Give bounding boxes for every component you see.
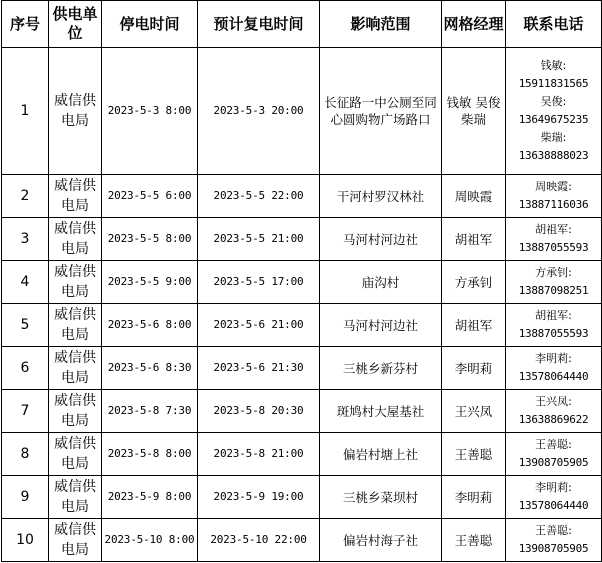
contact-phone: 13908705905 — [518, 542, 589, 555]
cell-scope: 长征路一中公厕至同心圆购物广场路口 — [320, 48, 442, 175]
cell-scope: 三桃乡菜坝村 — [320, 476, 442, 519]
cell-end-time: 2023-5-3 20:00 — [198, 48, 320, 175]
cell-contact — [506, 218, 602, 261]
cell-contact — [506, 347, 602, 390]
table-row — [2, 261, 602, 304]
cell-scope: 偏岩村塘上社 — [320, 433, 442, 476]
cell-scope: 偏岩村海子社 — [320, 519, 442, 562]
cell-start-time: 2023-5-8 8:00 — [102, 433, 198, 476]
cell-contact — [506, 175, 602, 218]
contact-phone: 13887098251 — [518, 284, 589, 297]
cell-manager: 钱敏 吴俊 柴瑞 — [442, 48, 506, 175]
cell-contact — [506, 304, 602, 347]
cell-start-time: 2023-5-9 8:00 — [102, 476, 198, 519]
contact-name: 王善聪: — [535, 524, 572, 537]
contact-phone: 13887055593 — [518, 327, 589, 340]
table-row — [2, 390, 602, 433]
cell-contact — [506, 519, 602, 562]
cell-contact — [506, 48, 602, 175]
cell-manager: 胡祖军 — [442, 218, 506, 261]
contact-phone: 13887116036 — [518, 198, 589, 211]
cell-index: 5 — [2, 304, 49, 347]
cell-end-time: 2023-5-6 21:00 — [198, 304, 320, 347]
table-row — [2, 476, 602, 519]
header-contact: 联系电话 — [506, 1, 602, 48]
contact-phone: 13649675235 — [518, 113, 589, 126]
contact-name: 方承钊: — [535, 266, 572, 279]
cell-contact — [506, 390, 602, 433]
contact-name: 李明莉: — [535, 481, 572, 494]
table-row — [2, 48, 602, 175]
contact-phone: 13578064440 — [518, 370, 589, 383]
cell-unit: 威信供电局 — [49, 390, 102, 433]
cell-unit: 威信供电局 — [49, 261, 102, 304]
contact-name: 柴瑞: — [540, 131, 567, 144]
cell-end-time: 2023-5-5 22:00 — [198, 175, 320, 218]
header-row — [2, 1, 602, 48]
header-scope: 影响范围 — [320, 1, 442, 48]
cell-manager: 李明莉 — [442, 347, 506, 390]
cell-index: 6 — [2, 347, 49, 390]
cell-index: 9 — [2, 476, 49, 519]
cell-scope: 马河村河边社 — [320, 218, 442, 261]
table-row — [2, 304, 602, 347]
contact-name: 王兴凤: — [535, 395, 572, 408]
contact-phone: 13638869622 — [518, 413, 589, 426]
cell-end-time: 2023-5-6 21:30 — [198, 347, 320, 390]
cell-scope: 斑鸠村大屋基社 — [320, 390, 442, 433]
header-unit: 供电单位 — [49, 1, 102, 48]
cell-index: 7 — [2, 390, 49, 433]
cell-scope: 干河村罗汉林社 — [320, 175, 442, 218]
contact-phone: 15911831565 — [518, 77, 589, 90]
cell-start-time: 2023-5-5 8:00 — [102, 218, 198, 261]
cell-index: 4 — [2, 261, 49, 304]
contact-name: 钱敏: — [540, 59, 567, 72]
contact-name: 吴俊: — [540, 95, 567, 108]
cell-end-time: 2023-5-8 20:30 — [198, 390, 320, 433]
cell-contact — [506, 476, 602, 519]
cell-manager: 方承钊 — [442, 261, 506, 304]
cell-manager: 王善聪 — [442, 433, 506, 476]
contact-phone: 13578064440 — [518, 499, 589, 512]
cell-scope: 马河村河边社 — [320, 304, 442, 347]
cell-start-time: 2023-5-6 8:30 — [102, 347, 198, 390]
cell-end-time: 2023-5-9 19:00 — [198, 476, 320, 519]
table-row — [2, 218, 602, 261]
cell-start-time: 2023-5-10 8:00 — [102, 519, 198, 562]
cell-scope: 庙沟村 — [320, 261, 442, 304]
cell-scope: 三桃乡新芬村 — [320, 347, 442, 390]
cell-contact — [506, 261, 602, 304]
cell-contact — [506, 433, 602, 476]
cell-unit: 威信供电局 — [49, 304, 102, 347]
cell-manager: 周映霞 — [442, 175, 506, 218]
header-end: 预计复电时间 — [198, 1, 320, 48]
cell-index: 2 — [2, 175, 49, 218]
cell-end-time: 2023-5-10 22:00 — [198, 519, 320, 562]
table-row — [2, 175, 602, 218]
cell-unit: 威信供电局 — [49, 476, 102, 519]
cell-manager: 李明莉 — [442, 476, 506, 519]
contact-phone: 13908705905 — [518, 456, 589, 469]
cell-unit: 威信供电局 — [49, 347, 102, 390]
contact-phone: 13638888023 — [518, 149, 589, 162]
contact-name: 胡祖军: — [535, 223, 572, 236]
contact-name: 李明莉: — [535, 352, 572, 365]
header-index: 序号 — [2, 1, 49, 48]
cell-index: 10 — [2, 519, 49, 562]
cell-unit: 威信供电局 — [49, 48, 102, 175]
table-row — [2, 347, 602, 390]
cell-start-time: 2023-5-5 6:00 — [102, 175, 198, 218]
header-start: 停电时间 — [102, 1, 198, 48]
cell-index: 3 — [2, 218, 49, 261]
contact-name: 胡祖军: — [535, 309, 572, 322]
cell-manager: 胡祖军 — [442, 304, 506, 347]
contact-name: 王善聪: — [535, 438, 572, 451]
cell-start-time: 2023-5-8 7:30 — [102, 390, 198, 433]
table-row — [2, 519, 602, 562]
table-body — [2, 48, 602, 562]
cell-unit: 威信供电局 — [49, 433, 102, 476]
cell-manager: 王兴凤 — [442, 390, 506, 433]
cell-start-time: 2023-5-6 8:00 — [102, 304, 198, 347]
cell-start-time: 2023-5-5 9:00 — [102, 261, 198, 304]
table-row — [2, 433, 602, 476]
cell-unit: 威信供电局 — [49, 218, 102, 261]
cell-start-time: 2023-5-3 8:00 — [102, 48, 198, 175]
contact-phone: 13887055593 — [518, 241, 589, 254]
cell-end-time: 2023-5-5 21:00 — [198, 218, 320, 261]
contact-name: 周映霞: — [535, 180, 572, 193]
cell-index: 1 — [2, 48, 49, 175]
cell-unit: 威信供电局 — [49, 175, 102, 218]
power-outage-table — [1, 0, 602, 562]
cell-unit: 威信供电局 — [49, 519, 102, 562]
cell-manager: 王善聪 — [442, 519, 506, 562]
cell-end-time: 2023-5-8 21:00 — [198, 433, 320, 476]
header-manager: 网格经理 — [442, 1, 506, 48]
cell-index: 8 — [2, 433, 49, 476]
cell-end-time: 2023-5-5 17:00 — [198, 261, 320, 304]
